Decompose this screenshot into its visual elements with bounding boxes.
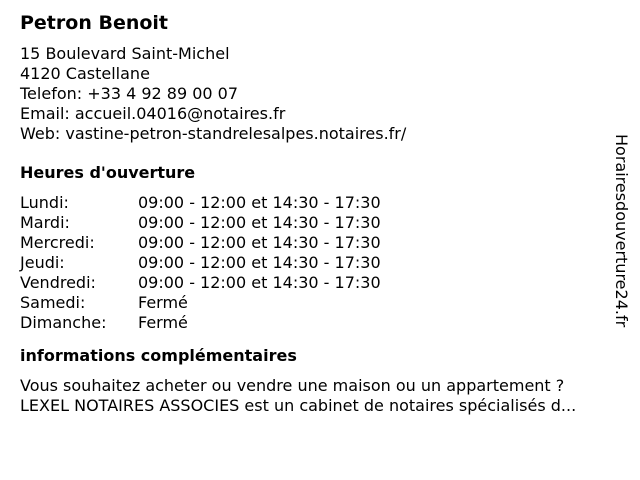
time-value: 09:00 - 12:00 et 14:30 - 17:30 [138, 193, 381, 212]
additional-info-heading: informations complémentaires [20, 346, 297, 365]
site-watermark: Horairesdouverture24.fr [612, 134, 631, 328]
hours-row-tuesday [20, 213, 618, 233]
hours-row-saturday [20, 293, 618, 313]
day-label: Jeudi: [20, 253, 65, 272]
day-label: Samedi: [20, 293, 86, 312]
hours-row-wednesday [20, 233, 618, 253]
hours-row-sunday [20, 313, 618, 333]
day-label: Vendredi: [20, 273, 96, 292]
description-line: Vous souhaitez acheter ou vendre une maison ou un appartement ? [20, 376, 565, 395]
time-value: Fermé [138, 313, 188, 332]
time-value: Fermé [138, 293, 188, 312]
opening-hours-heading: Heures d'ouverture [20, 163, 196, 182]
email-line: Email: accueil.04016@notaires.fr [20, 104, 286, 123]
day-label: Mardi: [20, 213, 70, 232]
description-line: LEXEL NOTAIRES ASSOCIES est un cabinet de notaires spécialisés d... [20, 396, 577, 415]
office-details [20, 10, 618, 416]
opening-hours-table [20, 193, 618, 333]
hours-row-thursday [20, 253, 618, 273]
time-value: 09:00 - 12:00 et 14:30 - 17:30 [138, 253, 381, 272]
web-line: Web: vastine-petron-standrelesalpes.notaires.fr/ [20, 124, 407, 143]
address-street: 15 Boulevard Saint-Michel [20, 44, 230, 63]
day-label: Dimanche: [20, 313, 107, 332]
phone-line: Telefon: +33 4 92 89 00 07 [20, 84, 239, 103]
address-city: 4120 Castellane [20, 64, 150, 83]
hours-row-monday [20, 193, 618, 213]
time-value: 09:00 - 12:00 et 14:30 - 17:30 [138, 233, 381, 252]
time-value: 09:00 - 12:00 et 14:30 - 17:30 [138, 273, 381, 292]
day-label: Mercredi: [20, 233, 95, 252]
time-value: 09:00 - 12:00 et 14:30 - 17:30 [138, 213, 381, 232]
hours-row-friday [20, 273, 618, 293]
office-name: Petron Benoit [20, 12, 169, 34]
day-label: Lundi: [20, 193, 69, 212]
